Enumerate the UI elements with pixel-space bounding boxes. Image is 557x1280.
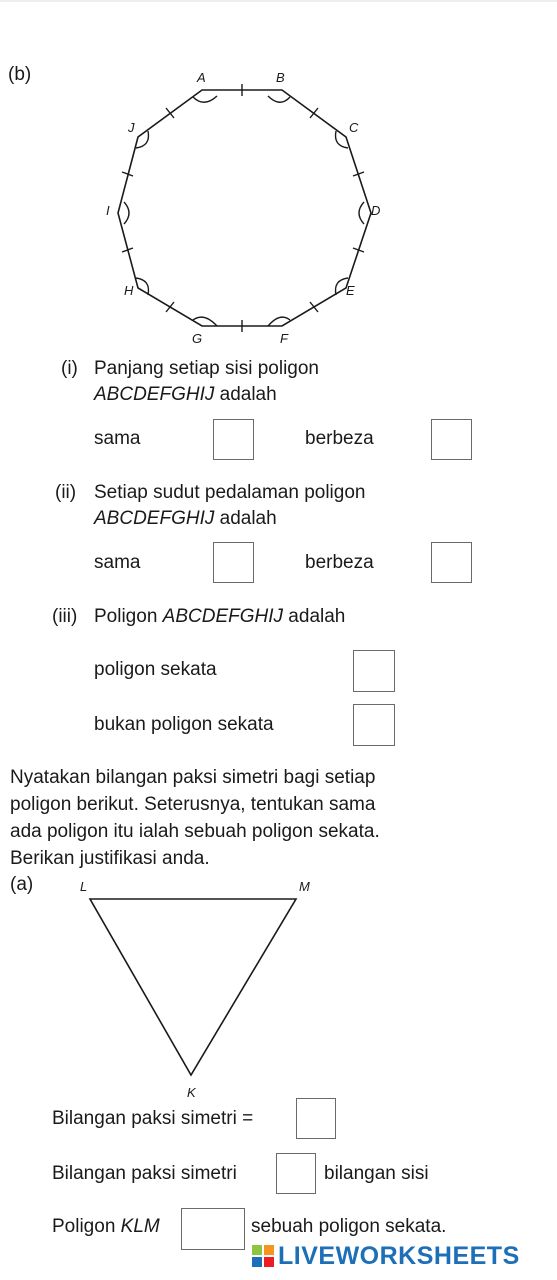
vertex-label-j: J [128, 120, 135, 135]
question-iii-prefix: Poligon [94, 606, 163, 627]
angle-arc-b [268, 96, 290, 102]
angle-arc-g [193, 317, 217, 326]
answer-box-i-same[interactable] [213, 419, 254, 460]
question-i-line2 [94, 382, 277, 408]
vertex-label-e: E [346, 283, 355, 298]
question-ii-suffix: adalah [214, 508, 277, 529]
answer-box-axis-count[interactable] [296, 1098, 336, 1139]
vertex-label-b: B [276, 70, 285, 85]
angle-arc-a [193, 96, 217, 102]
side-tick-ef [310, 302, 318, 312]
polygon-name: ABCDEFGHIJ [162, 606, 284, 627]
option-regular-label: poligon sekata [94, 659, 217, 680]
question-i-number: (i) [61, 358, 78, 379]
question-i-line1: Panjang setiap sisi poligon [94, 358, 319, 379]
answer-box-compare[interactable] [276, 1153, 316, 1194]
answer-box-conclusion[interactable] [181, 1208, 245, 1250]
answer-box-iii-not-regular[interactable] [353, 704, 395, 746]
question-iii-text [94, 604, 345, 630]
instruction-line-1: Nyatakan bilangan paksi simetri bagi setiap [10, 767, 376, 788]
vertex-label-i: I [106, 203, 110, 218]
vertex-label-d: D [371, 203, 381, 218]
question-iii-suffix: adalah [283, 606, 346, 627]
option-same-label: sama [94, 552, 141, 573]
liveworksheets-logo-icon [252, 1245, 274, 1267]
option-diff-label: berbeza [305, 552, 374, 573]
instruction-line-2: poligon berikut. Seterusnya, tentukan sama [10, 794, 376, 815]
polygon-name-klm: KLM [120, 1216, 160, 1237]
vertex-label-a: A [197, 70, 206, 85]
angle-arc-i [124, 202, 129, 224]
question-ii-line1: Setiap sudut pedalaman poligon [94, 482, 366, 503]
question-iii-number: (iii) [52, 606, 78, 627]
vertex-label-l: L [80, 879, 88, 894]
answer-box-ii-diff[interactable] [431, 542, 472, 583]
part-a-label: (a) [10, 874, 34, 895]
polygon-name: ABCDEFGHIJ [94, 508, 215, 529]
polygon-name: ABCDEFGHIJ [94, 384, 215, 405]
brand-name: LIVEWORKSHEETS [278, 1242, 520, 1270]
conclusion-prefix-text: Poligon [52, 1216, 121, 1237]
answer-box-i-diff[interactable] [431, 419, 472, 460]
vertex-label-g: G [192, 331, 203, 346]
conclusion-prefix [52, 1214, 160, 1240]
option-diff-label: berbeza [305, 428, 374, 449]
conclusion-suffix: sebuah poligon sekata. [251, 1216, 447, 1237]
decagon-figure [0, 0, 557, 360]
compare-right-label: bilangan sisi [324, 1163, 429, 1184]
instruction-line-4: Berikan justifikasi anda. [10, 848, 210, 869]
vertex-label-m: M [299, 879, 310, 894]
question-ii-line2 [94, 506, 277, 532]
angle-arc-f [268, 317, 290, 326]
answer-box-ii-same[interactable] [213, 542, 254, 583]
option-same-label: sama [94, 428, 141, 449]
instruction-line-3: ada poligon itu ialah sebuah poligon sekata. [10, 821, 380, 842]
question-i-suffix: adalah [214, 384, 277, 405]
angle-arc-d [359, 202, 364, 224]
compare-left-label: Bilangan paksi simetri [52, 1163, 237, 1184]
triangle-figure [0, 870, 557, 1100]
vertex-label-c: C [349, 120, 359, 135]
vertex-label-f: F [280, 331, 288, 346]
question-ii-number: (ii) [55, 482, 77, 503]
axis-count-label: Bilangan paksi simetri = [52, 1108, 254, 1129]
vertex-label-k: K [187, 1085, 196, 1100]
triangle-shape [90, 899, 296, 1075]
vertex-label-h: H [124, 283, 134, 298]
answer-box-iii-regular[interactable] [353, 650, 395, 692]
side-tick-gh [166, 302, 174, 312]
option-not-regular-label: bukan poligon sekata [94, 714, 274, 735]
decagon-shape [118, 90, 371, 326]
part-b-label: (b) [8, 64, 32, 85]
